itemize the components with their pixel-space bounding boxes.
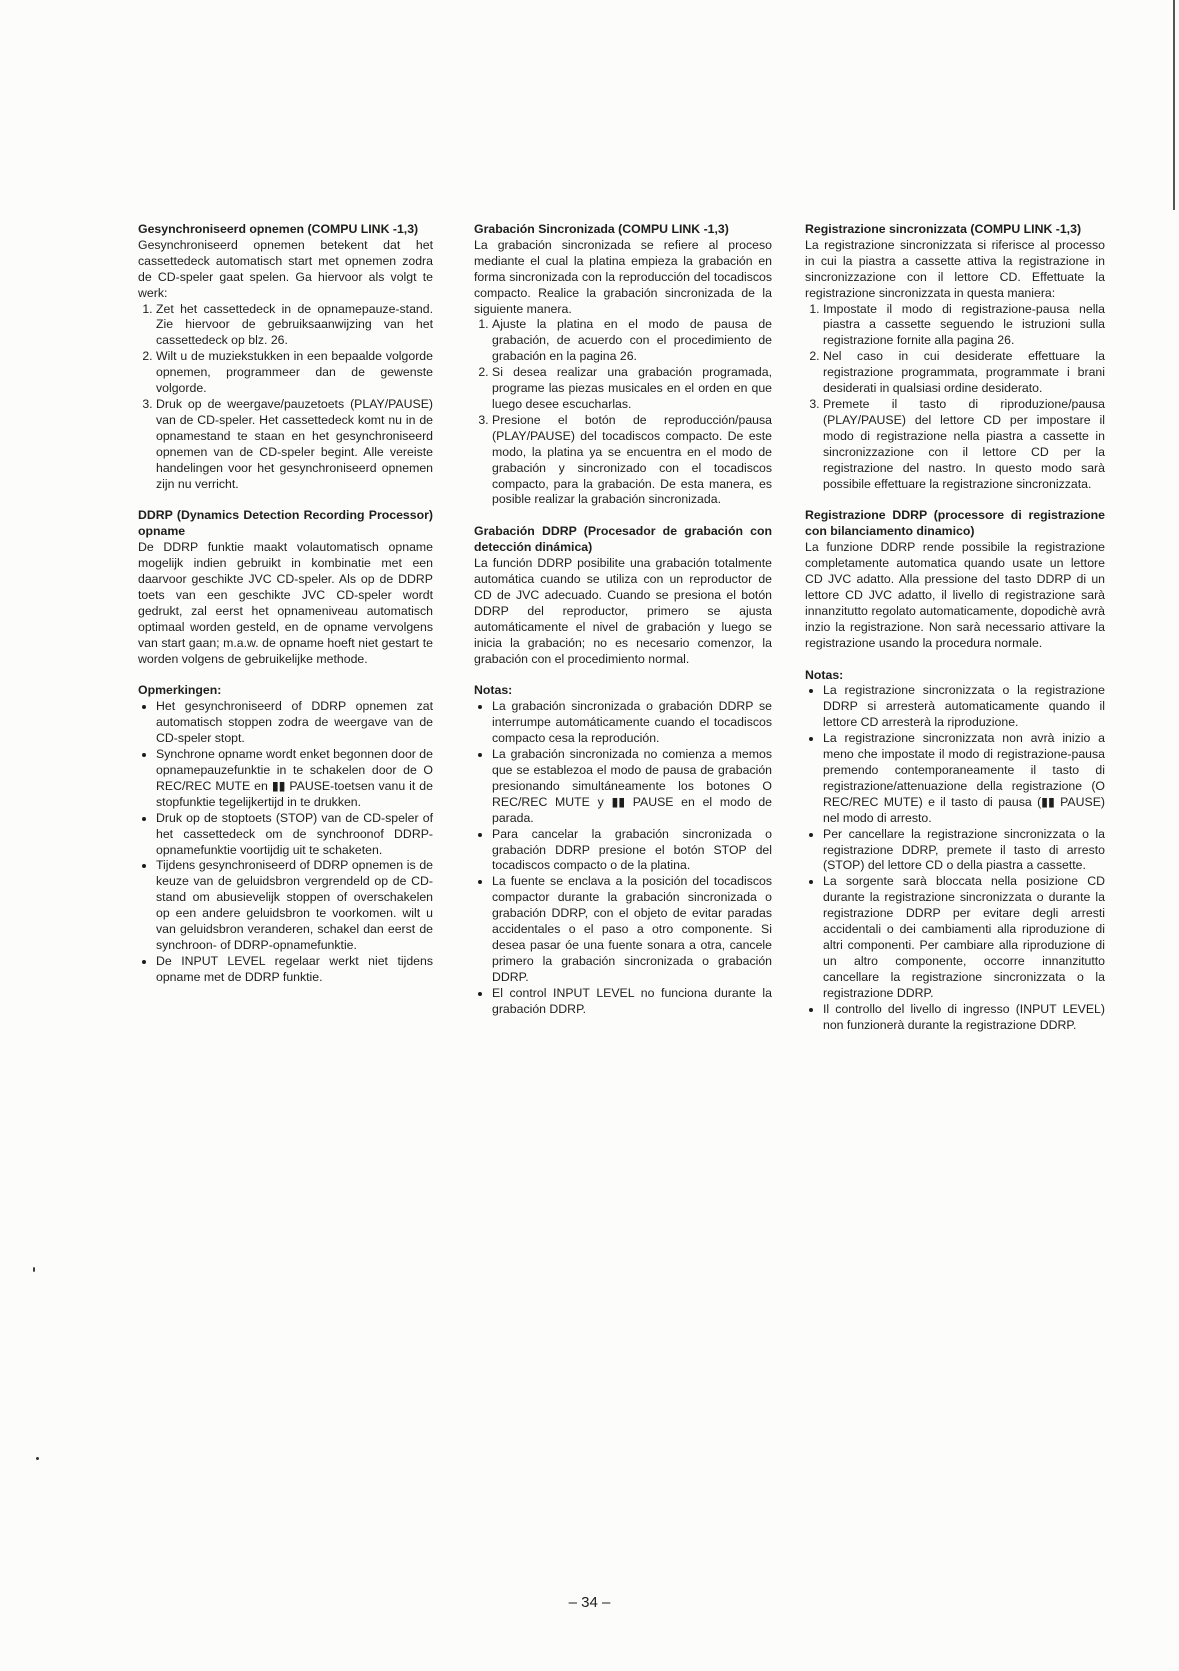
step-item: 1. Impostate il modo di registrazione-pausa nella piastra a cassette seguendo le istruzioni sulla registrazione fornite alla pagina 26.	[823, 302, 1105, 350]
steps-list	[805, 302, 1105, 493]
notes-section	[474, 683, 772, 1017]
step-item: 3. Druk op de weergave/pauzetoets (PLAY/PAUSE) van de CD-speler. Het cassettedeck komt nu in de opnamestand te staan en het gesynchroniseerd opnemen van de CD-speler begint. Alle vereiste handelingen voor het gesynchroniseerd opnemen zijn nu verricht.	[156, 397, 433, 492]
column-italian	[805, 222, 1105, 1033]
note-item: • De INPUT LEVEL regelaar werkt niet tijdens opname met de DDRP funktie.	[156, 954, 433, 986]
column-spanish	[474, 222, 772, 1018]
notes-section	[805, 668, 1105, 1034]
section-ddrp	[474, 524, 772, 667]
section-heading: Gesynchroniseerd opnemen (COMPU LINK -1,3)	[138, 222, 419, 236]
section-ddrp	[138, 508, 433, 667]
note-item: • Tijdens gesynchroniseerd of DDRP opnemen is de keuze van de geluidsbron vergrendeld op de CD-stand om abusievelijk stoppen of overschakelen op een andere geluidsbron te voorkomen. wilt u van geluidsbron veranderen, schakel dan eerst de synchroon- of DDRP-opnamefunktie.	[156, 858, 433, 953]
note-item: • Il controllo del livello di ingresso (INPUT LEVEL) non funzionerà durante la registrazione DDRP.	[823, 1002, 1105, 1034]
note-item: • La registrazione sincronizzata o la registrazione DDRP si arresterà automaticamente quando il lettore CD arresterà la riproduzione.	[823, 683, 1105, 731]
section-body: Gesynchroniseerd opnemen betekent dat het cassettedeck automatisch start met opnemen zodra de CD-speler gaat spelen. Ga hiervoor als volgt te werk:	[138, 237, 433, 300]
note-item: • La sorgente sarà bloccata nella posizione CD durante la registrazione sincronizzata o durante la registrazione DDRP per evitare degli arresti accidentali o dei cambiamenti alla riproduzione di altri componenti. Per cambiare alla riproduzione di un altro componente, occorre innanzitutto cancellare la registrazione sincronizzata o la registrazione DDRP.	[823, 874, 1105, 1001]
step-item: 1. Ajuste la platina en el modo de pausa de grabación, de acuerdo con el procedimiento de grabación en la pagina 26.	[492, 317, 772, 365]
note-item: • El control INPUT LEVEL no funciona durante la grabación DDRP.	[492, 986, 772, 1018]
step-item: 3. Presione el botón de reproducción/pausa (PLAY/PAUSE) del tocadiscos compacto. De este modo, la platina ya se encuentra en el modo de grabación y sincronizado con el tocadiscos compacto, para la grabación. De esta manera, es posible realizar la grabación sincronizada.	[492, 413, 772, 508]
note-item: • La registrazione sincronizzata non avrà inizio a meno che impostate il modo di registrazione-pausa premendo contemporaneamente il tasto di registrazione/attenuazione della registrazione (O REC/REC MUTE) e il tasto di pausa (▮▮ PAUSE) nel modo di arresto.	[823, 731, 1105, 826]
step-item: 3. Premete il tasto di riproduzione/pausa (PLAY/PAUSE) del lettore CD per impostare il modo di registrazione nella piastra a cassette in sincronizzazione con il lettore CD per la registrazione del nastro. In questo modo sarà possibile effettuare la registrazione sincronizzata.	[823, 397, 1105, 492]
column-dutch	[138, 222, 433, 986]
note-item: • Het gesynchroniseerd of DDRP opnemen zat automatisch stoppen zodra de weergave van de CD-speler stopt.	[156, 699, 433, 747]
page-number: – 34 –	[568, 1594, 611, 1611]
scan-speck	[36, 1457, 39, 1460]
steps-list	[138, 302, 433, 493]
section-heading: Grabación DDRP (Procesador de grabación con detección dinámica)	[474, 524, 772, 555]
section-heading: Registrazione DDRP (processore di registrazione con bilanciamento dinamico)	[805, 508, 1105, 539]
section-heading: Registrazione sincronizzata (COMPU LINK -1,3)	[805, 222, 1082, 236]
section-body: La registrazione sincronizzata si riferisce al processo in cui la piastra a cassette attiva la registrazione in sincronizzazione con il lettore CD. Effettuate la registrazione sincronizzata in questa maniera:	[805, 237, 1105, 300]
step-item: 2. Wilt u de muziekstukken in een bepaalde volgorde opnemen, programmeer dan de gewenste volgorde.	[156, 349, 433, 397]
note-item: • Per cancellare la registrazione sincronizzata o la registrazione DDRP, premete il tasto di arresto (STOP) del lettore CD o della piastra a cassette.	[823, 827, 1105, 875]
note-item: • Para cancelar la grabación sincronizada o grabación DDRP presione el botón STOP del tocadiscos compacto o de la platina.	[492, 827, 772, 875]
notes-list	[474, 699, 772, 1017]
section-sync-recording	[474, 222, 772, 508]
note-item: • La fuente se enclava a la posición del tocadiscos compactor durante la grabación sincronizada o grabación DDRP, con el objeto de evitar paradas accidentales o el paso a otro componente. Si desea pasar óe una fuente sonara a otra, cancele primero la grabación sincronizada o grabación DDRP.	[492, 874, 772, 985]
notes-heading: Notas:	[805, 667, 844, 682]
steps-list	[474, 317, 772, 508]
notes-heading: Notas:	[474, 683, 513, 698]
note-item: • La grabación sincronizada o grabación DDRP se interrumpe automáticamente cuando el tocadiscos compacto cesa la reprodución.	[492, 699, 772, 747]
section-body: La grabación sincronizada se refiere al proceso mediante el cual la platina empieza la grabación en forma sincronizada con la reproducción del tocadiscos compacto. Realice la grabación sincronizada de la siguiente manera.	[474, 237, 772, 316]
step-item: 2. Si desea realizar una grabación programada, programe las piezas musicales en el orden en que luego desee escucharlas.	[492, 365, 772, 413]
notes-list	[805, 683, 1105, 1033]
section-body: La función DDRP posibilite una grabación totalmente automática cuando se utiliza con un reproductor de CD de JVC adecuado. Cuando se presiona el botón DDRP del reproductor, primero se ajusta automáticamente el nivel de grabación y luego se inicia la grabación; no es necesario comenzor, la grabación con el procedimiento normal.	[474, 556, 772, 666]
section-heading: Grabación Sincronizada (COMPU LINK -1,3)	[474, 222, 729, 236]
notes-heading: Opmerkingen:	[138, 683, 222, 698]
note-item: • Synchrone opname wordt enket begonnen door de opnamepauzefunktie in te schakelen door de O REC/REC MUTE en ▮▮ PAUSE-toetsen vanu it de stopfunktie tegelijkertijd in te drukken.	[156, 747, 433, 811]
step-item: 2. Nel caso in cui desiderate effettuare la registrazione programmata, programmate i brani desiderati in qualsiasi ordine desiderato.	[823, 349, 1105, 397]
section-ddrp	[805, 508, 1105, 651]
step-item: 1. Zet het cassettedeck in de opnamepauze-stand. Zie hiervoor de gebruiksaanwijzing van het cassettedeck op blz. 26.	[156, 302, 433, 350]
note-item: • La grabación sincronizada no comienza a memos que se establezoa el modo de pausa de grabación presionando simultáneamente los botones O REC/REC MUTE y ▮▮ PAUSE en el modo de parada.	[492, 747, 772, 827]
section-sync-recording	[805, 222, 1105, 492]
section-body: La funzione DDRP rende possibile la registrazione completamente automatica quando usate un lettore CD JVC adatto. Alla pressione del tasto DDRP di un lettore CD JVC adatto, il livello di registrazione sarà innanzitutto regolato automaticamente, dopodichè avrà inzio la registrazione. Non sarà necessario attivare la registrazione usando la procedura normale.	[805, 540, 1105, 650]
scan-speck	[33, 1267, 35, 1272]
section-heading: DDRP (Dynamics Detection Recording Processor) opname	[138, 508, 433, 539]
section-body: De DDRP funktie maakt volautomatisch opname mogelijk indien gebruikt in kombinatie met een daarvoor geschikte JVC CD-speler. Als op de DDRP toets van een geschikte JVC CD-speler wordt gedrukt, zal eerst het opnameniveau automatisch optimaal worden gesteld, en de opname vervolgens van start gaan; m.a.w. de opname hoeft niet gestart te worden volgens de gebruikelijke methode.	[138, 540, 433, 666]
scan-edge-mark	[1173, 0, 1175, 210]
notes-section	[138, 683, 433, 985]
notes-list	[138, 699, 433, 985]
section-sync-recording	[138, 222, 433, 492]
note-item: • Druk op de stoptoets (STOP) van de CD-speler of het cassettedeck om de synchroonof DDRP-opnamefunktie voortijdig uit te schaketen.	[156, 811, 433, 859]
